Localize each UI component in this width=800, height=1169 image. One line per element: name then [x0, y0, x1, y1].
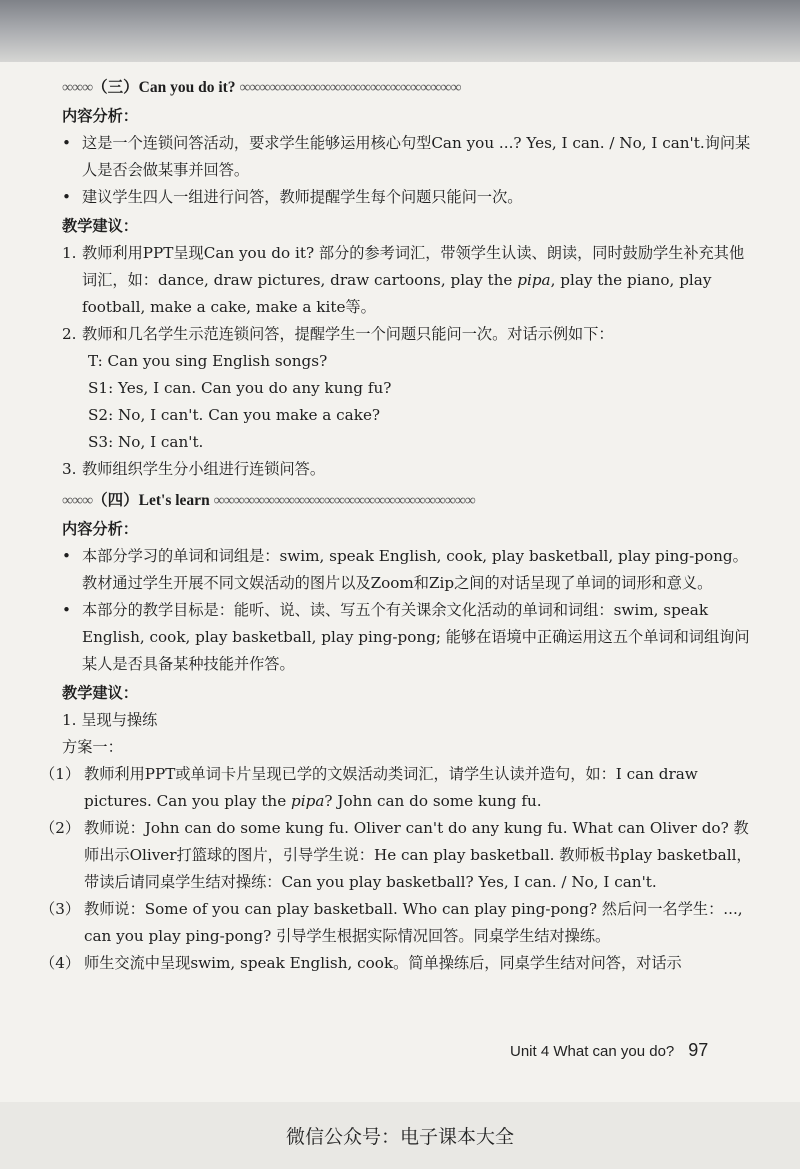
step-text: 教师说：Some of you can play basketball. Who can play ping-pong? 然后问一名学生：..., can you play ping-pong? 引导学生根据实际情况回答。同桌学生结对操练。	[84, 900, 743, 945]
step-item-3	[40, 896, 752, 950]
step-item-2	[40, 815, 752, 896]
item-text	[82, 240, 752, 321]
step-number: （3）	[40, 900, 81, 918]
plan-title: 方案一：	[62, 738, 123, 756]
bullet-text: 这是一个连锁问答活动，要求学生能够运用核心句型Can you ...? Yes, I can. / No, I can't.询问某人是否会做某事并回答。	[82, 134, 751, 179]
watermark-caption: 微信公众号：电子课本大全	[285, 1126, 514, 1148]
item-text-part: 教师利用PPT呈现Can you do it? 部分的参考词汇，带领学生认读、朗读，同时鼓励学生补充其他词汇，如：dance, draw pictures, draw cartoons, play the	[82, 244, 745, 289]
numbered-item-2	[62, 321, 752, 348]
step-text	[84, 761, 752, 815]
bullet-icon: •	[62, 188, 71, 206]
bullet-icon: •	[62, 601, 71, 619]
bullet-icon: •	[62, 547, 71, 565]
section-3-title: （三）Can you do it?	[92, 79, 236, 96]
item-number: 3.	[62, 460, 77, 478]
numbered-item-3	[62, 456, 752, 483]
page-footer	[510, 1040, 750, 1061]
step-text-part: ? John can do some kung fu.	[324, 792, 542, 810]
bullet-item	[62, 130, 752, 184]
content-analysis-title: 内容分析：	[62, 107, 138, 125]
step-text-part: 教师利用PPT或单词卡片呈现已学的文娱活动类词汇，请学生认读并造句，如：I can draw pictures. Can you play the	[84, 765, 698, 810]
dialogue-line: S2: No, I can't. Can you make a cake?	[88, 406, 381, 424]
bullet-item	[62, 543, 752, 597]
bullet-text: 本部分学习的单词和词组是：swim, speak English, cook, play basketball, play ping-pong。教材通过学生开展不同文娱活动的图片以及Zoom和Zip之间的对话呈现了单词的词形和意义。	[82, 547, 748, 592]
teaching-suggestion-title: 教学建议：	[62, 217, 138, 235]
step-item-4	[40, 950, 752, 977]
step-text: 师生交流中呈现swim, speak English, cook。简单操练后，同桌学生结对问答，对话示	[84, 954, 682, 972]
step-item-1	[40, 761, 752, 815]
bullet-icon: •	[62, 134, 71, 152]
section-3-heading	[62, 74, 752, 101]
step-number: （1）	[40, 765, 81, 783]
dialogue-line: S3: No, I can't.	[88, 433, 204, 451]
footer-unit-title: Unit 4 What can you do?	[510, 1043, 675, 1060]
content-analysis-title: 内容分析：	[62, 520, 138, 538]
subsection-title: 1. 呈现与操练	[62, 711, 158, 729]
item-number: 2.	[62, 325, 77, 343]
item-text-italic: pipa	[517, 271, 551, 289]
page-number: 97	[688, 1040, 709, 1060]
section-4-title: （四）Let's learn	[92, 492, 210, 509]
scan-top-shadow	[0, 0, 800, 62]
item-number: 1.	[62, 244, 77, 262]
ornament-right: ∞∞∞∞∞∞∞∞∞∞∞∞∞∞∞∞∞∞∞∞∞∞	[239, 79, 461, 96]
ornament-right: ∞∞∞∞∞∞∞∞∞∞∞∞∞∞∞∞∞∞∞∞∞∞∞∞∞∞	[213, 492, 475, 509]
item-text: 教师和几名学生示范连锁问答，提醒学生一个问题只能问一次。对话示例如下：	[82, 325, 614, 343]
item-text-part: , play the piano, play football, make a cake, make a kite等。	[82, 271, 712, 316]
numbered-item-1	[62, 240, 752, 321]
bullet-item	[62, 184, 752, 211]
step-number: （2）	[40, 819, 81, 837]
teaching-suggestion-title: 教学建议：	[62, 684, 138, 702]
ornament-left: ∞∞∞	[62, 492, 93, 509]
ornament-left: ∞∞∞	[62, 79, 93, 96]
item-text: 教师组织学生分小组进行连锁问答。	[82, 460, 325, 478]
bullet-item	[62, 597, 752, 678]
bullet-text: 建议学生四人一组进行问答，教师提醒学生每个问题只能问一次。	[82, 188, 523, 206]
bullet-text: 本部分的教学目标是：能听、说、读、写五个有关课余文化活动的单词和词组：swim, speak English, cook, play basketball, play ping-pong; 能够在语境中正确运用这五个单词和词组询问某人是否具备某种技能并作答。	[82, 601, 750, 673]
dialogue-line: T: Can you sing English songs?	[88, 352, 328, 370]
dialogue-line: S1: Yes, I can. Can you do any kung fu?	[88, 379, 392, 397]
step-text-italic: pipa	[291, 792, 325, 810]
step-text: 教师说：John can do some kung fu. Oliver can't do any kung fu. What can Oliver do? 教师出示Oliver打篮球的图片，引导学生说：He can play basketball. 教师板书play basketball，带读后请同桌学生结对操练：Can you play basketball? Yes, I can. / No, I can't.	[84, 819, 752, 891]
section-4-heading	[62, 487, 752, 514]
page-content	[40, 70, 752, 977]
step-number: （4）	[40, 954, 81, 972]
